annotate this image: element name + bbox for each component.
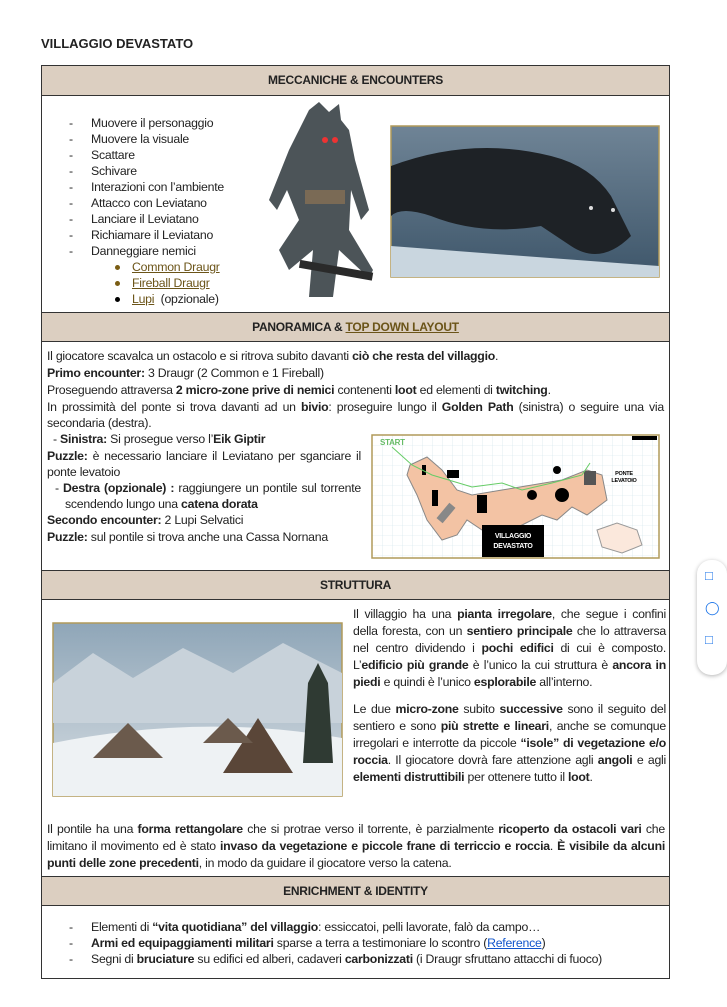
list-item: - Muovere la visuale [69,131,669,147]
common-draugr-link[interactable]: Common Draugr [132,260,220,274]
mechanics-cell [42,96,669,312]
list-item: - Elementi di “vita quotidiana” del villaggio: essiccatoi, pelli lavorate, falò da campo… [69,919,669,935]
structure-cell [42,600,669,876]
level-table [41,65,670,979]
list-item: - Attacco con Leviatano [69,195,669,211]
suggest-edit-icon[interactable]: □ [705,632,713,647]
lupi-link[interactable]: Lupi [132,292,155,306]
structure-paragraph-2: Le due micro-zone subito successive sono il seguito del sentiero e sono più strette e lineari, anche se comunque irregolari e interrotte da piccole “isole” di vegetazione e/o roccia. Il giocatore dovrà fare attenzione agli angoli e agli elementi distruttibili per ottenere tutto il loot. [353,702,666,784]
document-title: VILLAGGIO DEVASTATO [41,36,194,51]
optional-note: (opzionale) [160,292,219,306]
top-down-map [372,435,659,558]
list-item: - Interazioni con l’ambiente [69,179,669,195]
village-image [53,623,342,796]
reference-link[interactable]: Reference [487,936,542,950]
list-item: - Schivare [69,163,669,179]
svg-text:PONTE: PONTE [615,471,633,477]
top-down-layout-link[interactable]: TOP DOWN LAYOUT [345,320,459,334]
enrichment-cell [42,906,669,978]
svg-text:DEVASTATO: DEVASTATO [493,543,533,550]
enrichment-list [42,906,669,967]
section-header-overview: PANORAMICA & TOP DOWN LAYOUT [42,312,669,342]
section-header-mechanics: MECCANICHE & ENCOUNTERS [42,66,669,96]
add-comment-icon[interactable]: □ [705,568,713,583]
svg-text:LEVATOIO: LEVATOIO [611,478,637,484]
list-item: - Muovere il personaggio [69,115,669,131]
floating-side-panel [697,560,727,675]
list-item: - Richiamare il Leviatano [69,227,669,243]
section-header-enrichment: ENRICHMENT & IDENTITY [42,876,669,906]
section-header-structure: STRUTTURA [42,570,669,600]
draugr-image [269,100,373,297]
map-start-label: START [380,438,405,447]
list-item: - Lanciare il Leviatano [69,211,669,227]
structure-paragraph-1: Il villaggio ha una pianta irregolare, che segue i confini della foresta, con un sentiero principale che lo attraversa nel centro dividendo i pochi edifici di cui è composto. L’edificio più grande è l’unico la cui struttura è ancora in piedi e quindi è l’unico esplorabile all’interno. [353,607,666,689]
list-item: - Armi ed equipaggiamenti militari sparse a terra a testimoniare lo scontro (Reference) [69,935,669,951]
emoji-icon[interactable]: ◯ [705,600,720,615]
structure-paragraph-3: Il pontile ha una forma rettangolare che si protrae verso il torrente, è parzialmente ricoperto da ostacoli vari che limitano il movimento ed è stato invaso da vegetazione e piccole frane di terriccio e roccia. È visibile da alcuni punti delle zone precedenti, in modo da guidare il giocatore verso la catena. [47,822,665,870]
list-item: - Danneggiare nemici [69,243,669,259]
map-title: VILLAGGIO [494,533,532,540]
fireball-draugr-link[interactable]: Fireball Draugr [132,276,210,290]
overview-cell: Il giocatore scavalca un ostacolo e si ritrova subito davanti ciò che resta del villaggio. Primo encounter: 3 Draugr (2 Common e 1 Fireball) Proseguendo attraversa 2 micro-zone prive di nemici contenenti loot ed elementi di twitching. In prossimità del ponte si trova davanti ad un bivio: proseguire lungo il Golden Path (sinistra) o seguire una via secondaria (destra). - Sinistra: Si prosegue verso l’Eik Giptir Puzzle: è necessario lanciare il Leviatano per sganciare il ponte levatoio - Destra (opzionale) : raggiungere un pontile sul torrente scendendo lungo una catena dorata Secondo encounter: 2 Lupi Selvatici Puzzle: sul pontile si trova anche una Cassa Nornana START PONTE LEVATOIO VILLAGGIO DEVASTATO [42,342,669,570]
wolf-image [391,126,659,277]
list-item: - Segni di bruciature su edifici ed alberi, cadaveri carbonizzati (i Draugr sfruttano attacchi di fuoco) [69,951,669,967]
list-item: - Scattare [69,147,669,163]
